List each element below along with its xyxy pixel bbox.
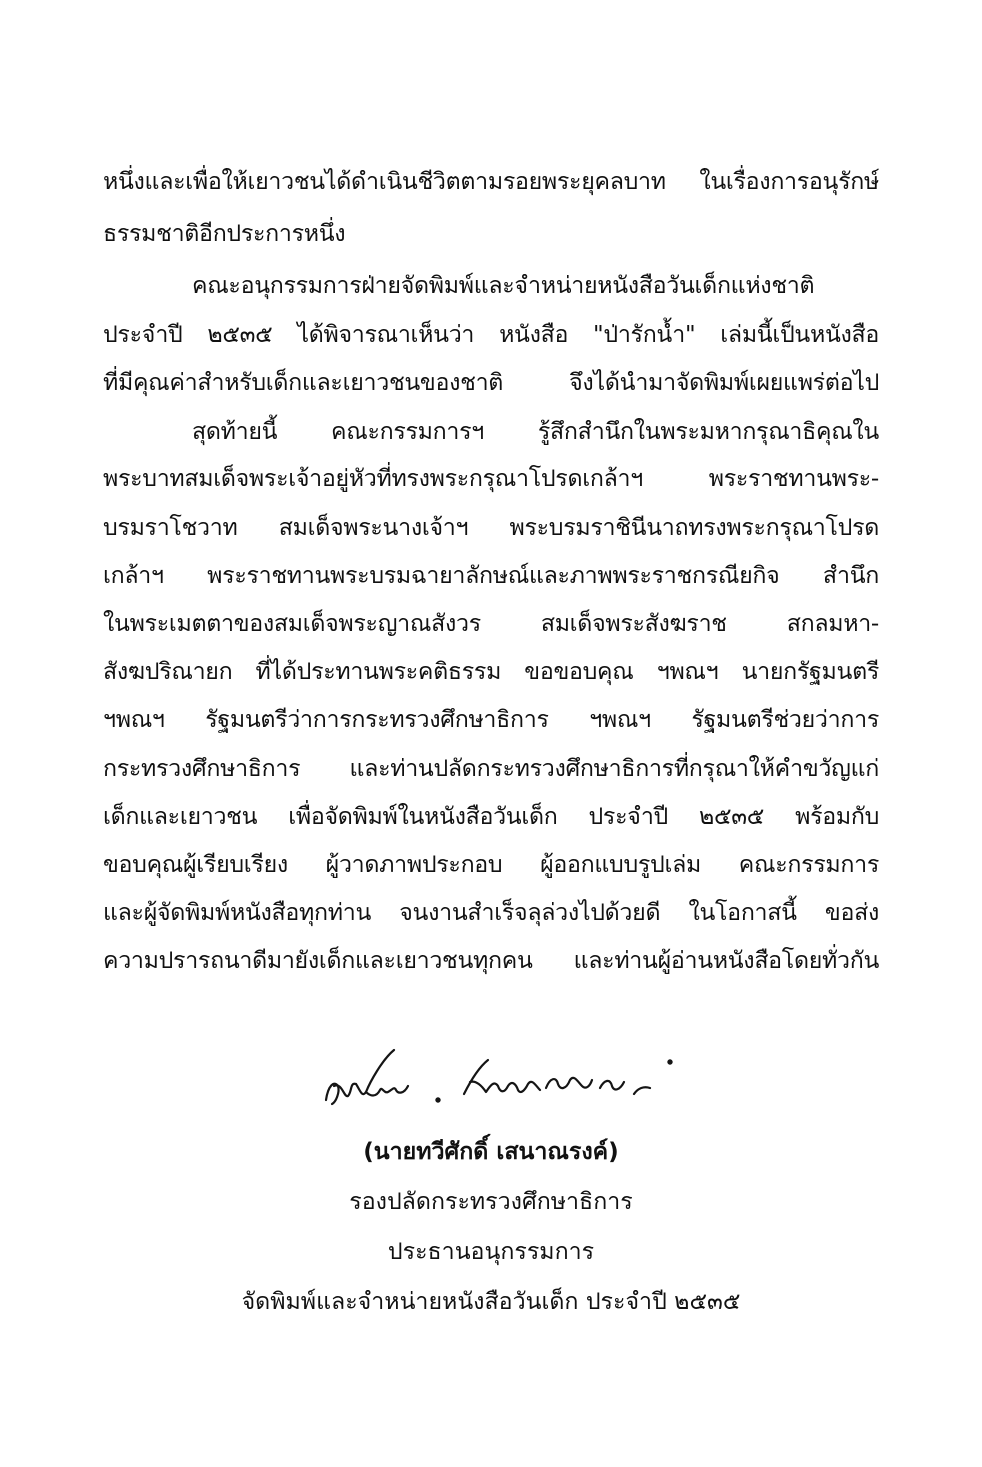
- paragraph-3-line-1: สุดท้ายนี้ คณะกรรมการฯ รู้สึกสำนึกในพระมหากรุณาธิคุณใน: [192, 418, 879, 445]
- paragraph-3-line-5: ในพระเมตตาของสมเด็จพระญาณสังวร สมเด็จพระสังฆราช สกลมหา-: [103, 610, 879, 637]
- paragraph-2-line-1: คณะอนุกรรมการฝ่ายจัดพิมพ์และจำหน่ายหนังสือวันเด็กแห่งชาติ: [192, 272, 815, 299]
- signer-committee: จัดพิมพ์และจำหน่ายหนังสือวันเด็ก ประจำปี ๒๕๓๕: [241, 1288, 741, 1315]
- paragraph-3-line-9: เด็กและเยาวชน เพื่อจัดพิมพ์ในหนังสือวันเด็ก ประจำปี ๒๕๓๕ พร้อมกับ: [103, 803, 879, 830]
- paragraph-3-line-3: บรมราโชวาท สมเด็จพระนางเจ้าฯ พระบรมราชินีนาถทรงพระกรุณาโปรด: [103, 514, 879, 541]
- paragraph-1-line-2: ธรรมชาติอีกประการหนึ่ง: [103, 220, 346, 247]
- signer-role: ประธานอนุกรรมการ: [387, 1238, 595, 1265]
- signer-name: (นายทวีศักดิ์ เสนาณรงค์): [363, 1138, 619, 1165]
- paragraph-3-line-7: ฯพณฯ รัฐมนตรีว่าการกระทรวงศึกษาธิการ ฯพณฯ รัฐมนตรีช่วยว่าการ: [103, 706, 879, 733]
- paragraph-3-line-2: พระบาทสมเด็จพระเจ้าอยู่หัวที่ทรงพระกรุณาโปรดเกล้าฯ พระราชทานพระ-: [103, 465, 879, 492]
- handwritten-signature: [320, 1046, 680, 1120]
- paragraph-3-line-4: เกล้าฯ พระราชทานพระบรมฉายาลักษณ์และภาพพระราชกรณียกิจ สำนึก: [103, 562, 879, 589]
- paragraph-2-line-2: ประจำปี ๒๕๓๕ ได้พิจารณาเห็นว่า หนังสือ "ป่ารักน้ำ" เล่มนี้เป็นหนังสือ: [103, 321, 879, 348]
- signer-position: รองปลัดกระทรวงศึกษาธิการ: [349, 1188, 633, 1215]
- paragraph-1-line-1: หนึ่งและเพื่อให้เยาวชนได้ดำเนินชีวิตตามรอยพระยุคลบาท ในเรื่องการอนุรักษ์: [103, 168, 879, 195]
- paragraph-3-line-10: ขอบคุณผู้เรียบเรียง ผู้วาดภาพประกอบ ผู้ออกแบบรูปเล่ม คณะกรรมการ: [103, 851, 879, 878]
- paragraph-3-line-12: ความปรารถนาดีมายังเด็กและเยาวชนทุกคน และท่านผู้อ่านหนังสือโดยทั่วกัน: [103, 947, 879, 974]
- paragraph-3-line-6: สังฆปริณายก ที่ได้ประทานพระคติธรรม ขอขอบคุณ ฯพณฯ นายกรัฐมนตรี: [103, 658, 879, 685]
- paragraph-2-line-3: ที่มีคุณค่าสำหรับเด็กและเยาวชนของชาติ จึงได้นำมาจัดพิมพ์เผยแพร่ต่อไป: [103, 369, 879, 396]
- paragraph-3-line-11: และผู้จัดพิมพ์หนังสือทุกท่าน จนงานสำเร็จลุล่วงไปด้วยดี ในโอกาสนี้ ขอส่ง: [103, 899, 879, 926]
- paragraph-3-line-8: กระทรวงศึกษาธิการ และท่านปลัดกระทรวงศึกษาธิการที่กรุณาให้คำขวัญแก่: [103, 755, 879, 782]
